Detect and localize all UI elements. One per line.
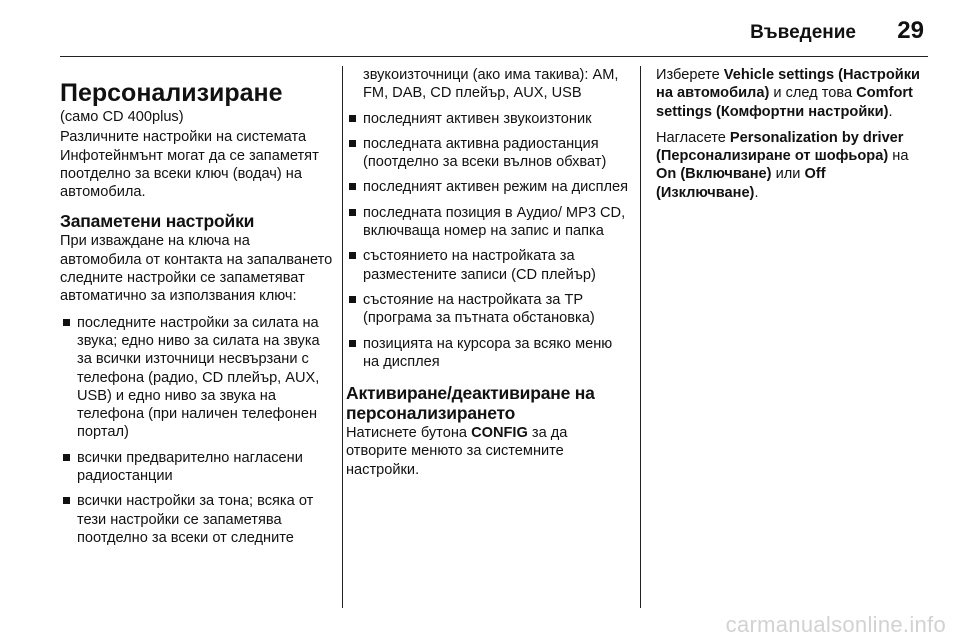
config-button-label: CONFIG xyxy=(471,425,528,442)
option-on: On (Включване) xyxy=(656,166,772,183)
saved-settings-list xyxy=(60,314,335,548)
list-item: всички настройки за тона; всяка от тези настройки се запаметява поотделно за всеки от следните xyxy=(60,492,335,547)
select-settings-instruction: Изберете Vehicle settings (Настройки на автомобила) и след това Comfort settings (Комфортни настройки). xyxy=(656,67,920,120)
list-item: състоянието на настройката за разместените записи (CD плейър) xyxy=(346,247,629,284)
column-divider-2 xyxy=(640,66,641,608)
section-heading: Персонализиране xyxy=(60,79,283,107)
bullet-square-icon xyxy=(349,252,356,259)
saved-settings-text: При изваждане на ключа на автомобила от контакта на запалването следните настройки се запаметяват автоматично за използвания ключ: xyxy=(60,233,333,305)
list-continuation: звукоизточници (ако има такива): AM, FM, DAB, CD плейър, AUX, USB xyxy=(363,67,619,102)
list-item: последният активен звукоизтоник xyxy=(346,110,629,128)
list-item: последната позиция в Аудио/ MP3 CD, включваща номер на запис и папка xyxy=(346,204,629,241)
list-item: позицията на курсора за всяко меню на дисплея xyxy=(346,335,629,372)
column-3 xyxy=(656,66,931,210)
page-number: 29 xyxy=(897,17,924,44)
list-item: състояние на настройката за TP (програма за пътната обстановка) xyxy=(346,291,629,328)
option-off: Off (Изключване) xyxy=(656,166,826,201)
bullet-square-icon xyxy=(349,209,356,216)
list-item: последният активен режим на дисплея xyxy=(346,178,629,196)
column-divider-1 xyxy=(342,66,343,608)
bullet-square-icon xyxy=(63,454,70,461)
bullet-square-icon xyxy=(63,319,70,326)
intro-note: (само CD 400plus) xyxy=(60,109,184,125)
menu-vehicle-settings: Vehicle settings (Настройки на автомобила) xyxy=(656,67,920,102)
list-item: последната активна радиостанция (поотделно за всеки вълнов обхват) xyxy=(346,135,629,172)
menu-personalization-by-driver: Personalization by driver (Персонализиране от шофьора) xyxy=(656,129,904,165)
bullet-square-icon xyxy=(349,340,356,347)
personalization-instruction: Нагласете Personalization by driver (Персонализиране от шофьора) на On (Включване) или Off (Изключване). xyxy=(656,129,909,201)
saved-settings-list-continued xyxy=(346,110,629,372)
page-header xyxy=(60,0,928,58)
bullet-square-icon xyxy=(349,115,356,122)
list-item: всички предварително нагласени радиостанции xyxy=(60,449,335,486)
bullet-square-icon xyxy=(349,140,356,147)
bullet-square-icon xyxy=(349,296,356,303)
header-title: Въведение xyxy=(750,22,856,43)
list-item: последните настройки за силата на звука; едно ниво за силата на звука за всички източници несвързани с телефона (радио, CD плейър, AUX, USB) и едно ниво за звука на телефона (при наличен телефонен портал) xyxy=(60,314,335,442)
subheading-saved-settings: Запаметени настройки xyxy=(60,211,255,232)
menu-comfort-settings: Comfort settings (Комфортни настройки) xyxy=(656,85,913,120)
subheading-personalization-toggle: Активиране/деактивиране на персонализирането xyxy=(346,383,595,424)
intro-text: Различните настройки на системата Инфотейнмънт могат да се запаметят поотделно за всеки ключ (водач) на автомобила. xyxy=(60,129,319,201)
watermark: carmanualsonline.info xyxy=(725,612,946,637)
config-instruction: Натиснете бутона CONFIG за да отворите менюто за системните настройки. xyxy=(346,425,568,478)
column-2 xyxy=(346,66,629,487)
bullet-square-icon xyxy=(63,497,70,504)
bullet-square-icon xyxy=(349,183,356,190)
header-divider xyxy=(60,56,928,57)
column-1 xyxy=(60,66,335,554)
